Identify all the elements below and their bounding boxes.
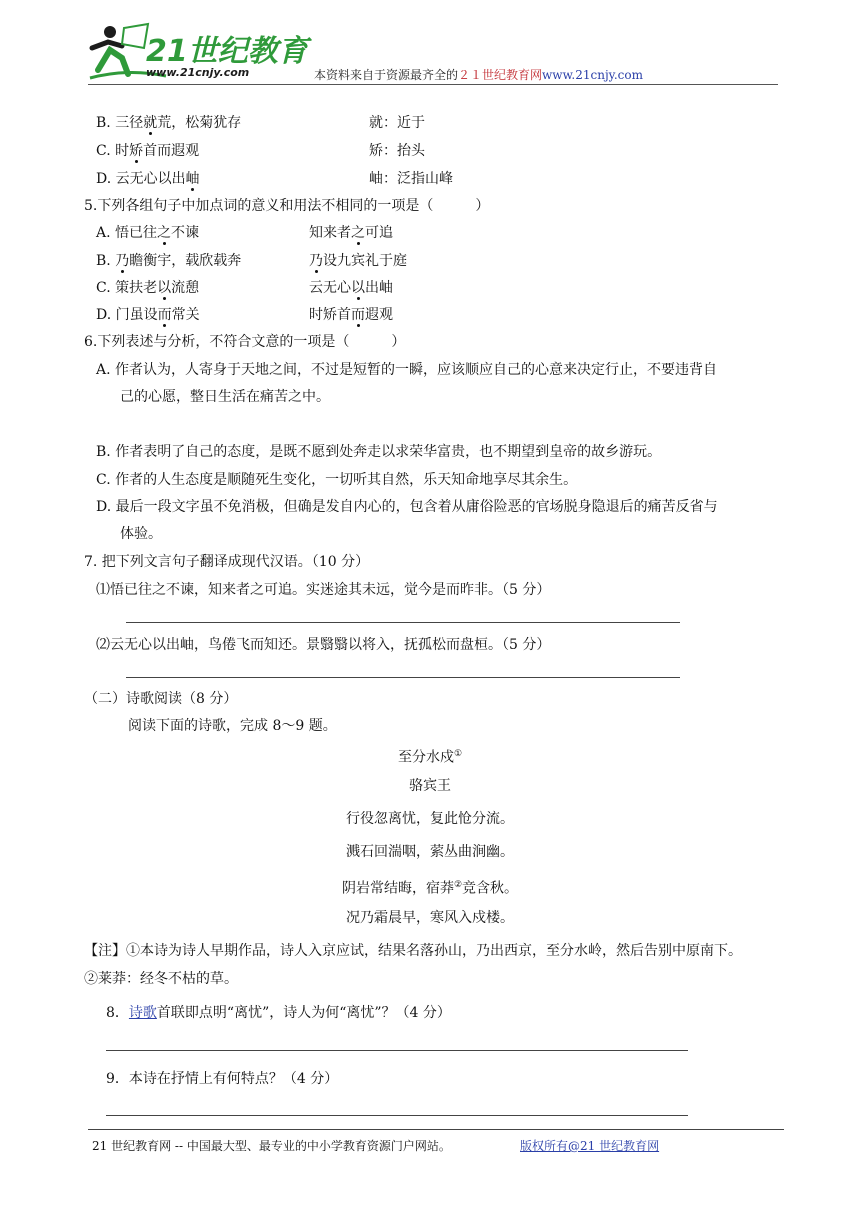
footnote-marker: ① [453, 749, 463, 759]
header-note-prefix: 本资料来自于资源最齐全的 [314, 68, 459, 82]
dotted-word: 以 [157, 280, 172, 296]
answer-line[interactable] [126, 622, 680, 623]
q6-option-a-line2: 己的心愿，整日生活在痛苦之中。 [120, 389, 330, 405]
q5-option-a [96, 224, 199, 242]
option-text: 门虽设 [115, 307, 158, 323]
q5-option-c [96, 279, 199, 297]
poem-line-text: 阴岩常结晦，宿莽 [341, 880, 454, 897]
dotted-word: 而 [351, 307, 365, 323]
header-divider [88, 84, 778, 85]
q5-option-b-pair [309, 252, 407, 270]
poem-note-2: ②莱莽：经冬不枯的草。 [84, 971, 238, 987]
dotted-word: 矫 [129, 143, 144, 159]
header-note-site: ２１世纪教育网 [458, 68, 543, 82]
poem-link[interactable]: 诗歌 [128, 1005, 157, 1021]
q5-option-d [96, 306, 200, 324]
dotted-word: 以 [351, 280, 365, 296]
q7-sentence-2: ⑵云无心以出岫，鸟倦飞而知还。景翳翳以将入，抚孤松而盘桓。（5 分） [96, 637, 551, 653]
option-text: 云无心 [309, 280, 351, 296]
q4-gloss-c: 矫：抬头 [369, 143, 425, 159]
answer-line[interactable] [106, 1115, 688, 1116]
poem-note-1: 【注】①本诗为诗人早期作品，诗人入京应试，结果名落孙山，乃出西京，至分水岭，然后告别中原南下。 [84, 943, 742, 959]
footer-text: 21 世纪教育网 -- 中国最大型、最专业的中小学教育资源门户网站。 [92, 1139, 451, 1153]
q5-option-b [96, 252, 241, 270]
question-number: 8． [106, 1005, 129, 1021]
dotted-word: 岫 [185, 171, 200, 187]
q4-gloss-d: 岫：泛指山峰 [369, 171, 453, 187]
q5-option-a-pair [309, 224, 393, 242]
section-instruction: 阅读下面的诗歌，完成 8～9 题。 [128, 718, 337, 734]
q7-stem: 7. 把下列文言句子翻译成现代汉语。（10 分） [84, 554, 370, 570]
answer-line[interactable] [106, 1050, 688, 1051]
option-label: B. [96, 115, 111, 131]
q6-option-d-line1: D. 最后一段文字虽不免消极，但确是发自内心的，包含着从庸俗险恶的官场脱身隐退后的痛苦反省与 [96, 499, 718, 515]
option-text: 云无心以出 [115, 171, 186, 187]
q6-option-c: C. 作者的人生态度是顺随死生变化，一切听其自然，乐天知命地享尽其余生。 [96, 472, 578, 488]
dotted-word: 而 [157, 307, 172, 323]
q6-stem: 6.下列表述与分析，不符合文意的一项是（ ） [84, 334, 406, 350]
option-text: 流憩 [171, 280, 200, 296]
option-label: D. [96, 171, 112, 187]
option-text: 荒，松菊犹存 [157, 115, 242, 131]
option-text: 三径 [115, 115, 144, 131]
poem-title-text: 至分水戍 [397, 749, 454, 766]
poem-line-3 [0, 876, 860, 898]
footer-divider [88, 1129, 784, 1130]
option-label: C. [96, 143, 111, 159]
option-text: 不谏 [171, 225, 200, 241]
dotted-word: 乃 [115, 253, 130, 269]
option-text: 可追 [365, 225, 393, 241]
option-label: A. [96, 225, 111, 241]
answer-line[interactable] [126, 677, 680, 678]
option-text: 时矫首 [309, 307, 351, 323]
q5-option-c-pair [309, 279, 393, 297]
site-logo [88, 22, 308, 84]
q4-gloss-b: 就：近于 [369, 115, 425, 131]
header-note [314, 66, 643, 83]
dotted-word: 就 [143, 115, 158, 131]
section-heading: （二）诗歌阅读（8 分） [84, 691, 238, 707]
q6-option-b: B. 作者表明了自己的态度，是既不愿到处奔走以求荣华富贵，也不期望到皇帝的故乡游玩。 [96, 444, 662, 460]
logo-text: 21世纪教育 [146, 34, 308, 69]
logo-url: www.21cnjy.com [146, 66, 250, 79]
option-text: 设九宾礼于庭 [323, 253, 407, 269]
poem-line-4: 况乃霜晨早，寒风入戍楼。 [346, 910, 514, 926]
option-label: D. [96, 307, 112, 323]
q8-question [106, 1004, 451, 1022]
option-text: 首而遐观 [143, 143, 200, 159]
q5-option-d-pair [309, 306, 393, 324]
q4-option-b [96, 114, 241, 132]
option-text: 时 [115, 143, 130, 159]
q7-sentence-1: ⑴悟已往之不谏，知来者之可追。实迷途其未远，觉今是而昨非。（5 分） [96, 582, 551, 598]
q6-option-d-line2: 体验。 [120, 526, 162, 542]
option-text: 常关 [171, 307, 200, 323]
option-text: 瞻衡宇，载欣载奔 [129, 253, 242, 269]
poem-title [0, 745, 860, 767]
q6-option-a-line1: A. 作者认为，人寄身于天地之间，不过是短暂的一瞬，应该顺应自己的心意来决定行止，不要违背自 [96, 362, 718, 378]
poem-author: 骆宾王 [409, 778, 451, 794]
dotted-word: 乃 [309, 253, 323, 269]
dotted-word: 之 [351, 225, 365, 241]
option-label: B. [96, 253, 111, 269]
q4-option-c [96, 142, 199, 160]
option-text: 知来者 [309, 225, 351, 241]
option-text: 遐观 [365, 307, 393, 323]
poem-line-2: 溅石回湍咽，萦丛曲涧幽。 [346, 844, 514, 860]
option-label: C. [96, 280, 111, 296]
footnote-marker: ② [453, 880, 463, 890]
q4-option-d [96, 170, 200, 188]
q9-question: 9．本诗在抒情上有何特点？（4 分） [106, 1071, 339, 1087]
footer-copyright-link[interactable]: 版权所有@21 世纪教育网 [520, 1139, 660, 1153]
poem-line-text: 竞含秋。 [462, 880, 519, 897]
option-text: 悟已往 [115, 225, 158, 241]
dotted-word: 之 [157, 225, 172, 241]
option-text: 策扶老 [115, 280, 158, 296]
header-note-url: www.21cnjy.com [542, 68, 643, 82]
q5-stem: 5.下列各组句子中加点词的意义和用法不相同的一项是（ ） [84, 198, 490, 214]
poem-line-1: 行役忽离忧，复此怆分流。 [346, 811, 514, 827]
option-text: 出岫 [365, 280, 393, 296]
question-text: 首联即点明“离忧”，诗人为何“离忧”？（4 分） [156, 1005, 451, 1021]
